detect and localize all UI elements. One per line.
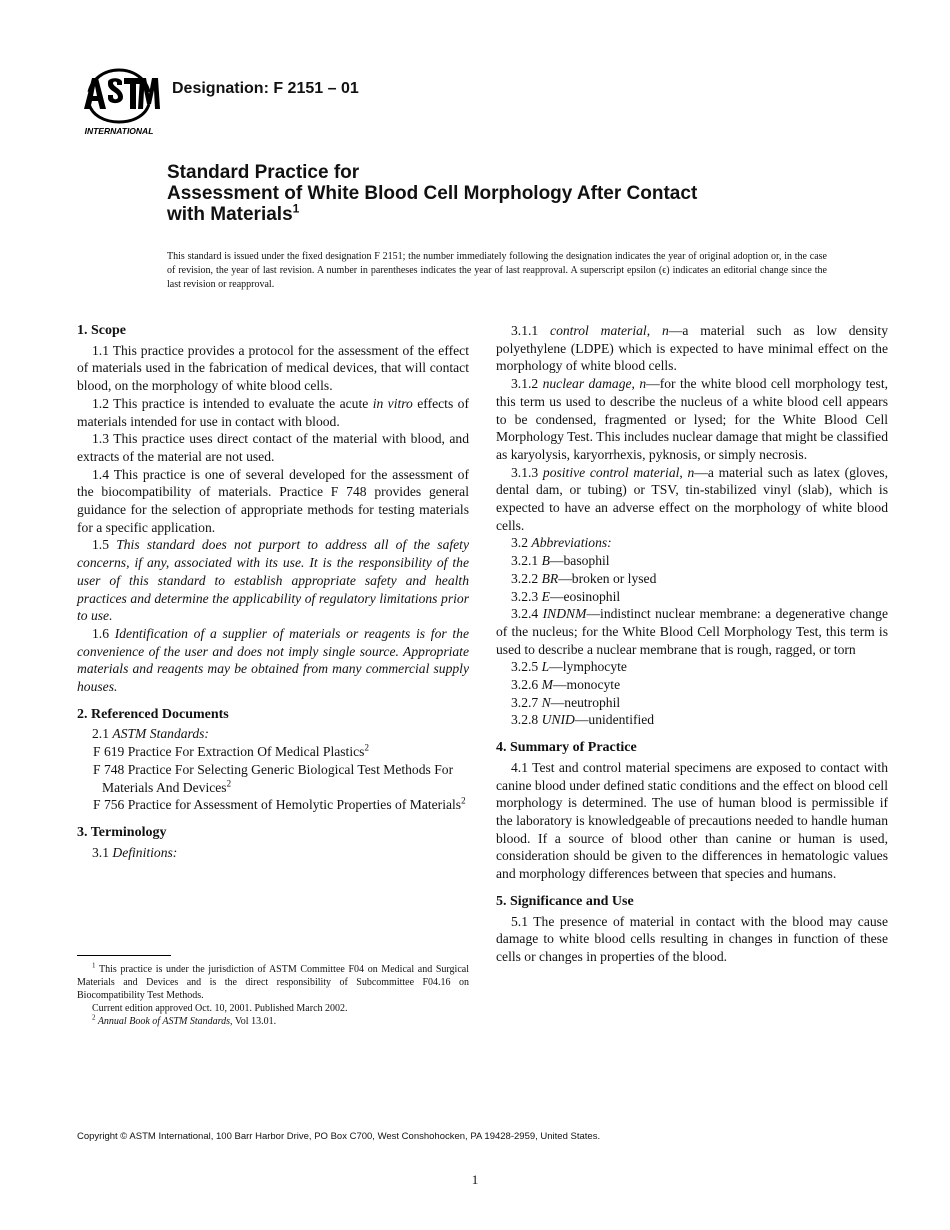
scope-1-6 xyxy=(77,625,469,696)
terminology-3-1 xyxy=(77,844,469,862)
scope-1-2-b: effects of materials intended for use in contact with blood. xyxy=(77,395,469,429)
section-heading-refdocs: 2. Referenced Documents xyxy=(77,706,229,722)
scope-1-6-em: Identification of a supplier of materials or reagents is for the convenience of the user and does not imply single source. Appropriate materials and reagents may be obtained from many commercial supply houses. xyxy=(77,625,470,695)
title-line-3-text: with Materials xyxy=(167,204,293,225)
refdoc-f756-sup: 2 xyxy=(461,795,466,806)
def-pos: n xyxy=(639,376,647,392)
scope-1-1: 1.1 This practice provides a protocol for the assessment of the effect of materials used in the fabrication of medical devices, that will contact blood, on the morphology of white blood cells. xyxy=(77,342,469,394)
def-term: nuclear damage xyxy=(542,376,632,392)
def-text: —a material such as low density polyethylene (LDPE) which is expected to have minimal effect on the morphology of white blood cells. xyxy=(496,323,888,374)
terminology-3-1-num: 3.1 xyxy=(92,844,113,860)
footnote-2-em: Annual Book of ASTM Standards xyxy=(95,1016,231,1027)
footnote-2 xyxy=(77,1015,469,1028)
designation: Designation: F 2151 – 01 xyxy=(172,80,359,97)
page-number: 1 xyxy=(471,1172,479,1187)
def-sep: , xyxy=(631,376,640,392)
footnote-1-sup: 1 xyxy=(92,961,96,970)
abbreviation-item xyxy=(496,605,888,658)
abbreviation-item xyxy=(496,711,888,729)
abbr-text: —lymphocyte xyxy=(549,659,627,675)
abbr-term: E xyxy=(541,588,550,604)
title-line-2: Assessment of White Blood Cell Morphology After Contact xyxy=(167,183,698,204)
refdoc-f748-sup: 2 xyxy=(226,778,232,789)
abbr-num: 3.2.3 xyxy=(511,588,542,604)
definition-3-1-2 xyxy=(496,375,888,464)
abbr-num: 3.2.1 xyxy=(511,553,542,569)
footnote-2-text: , Vol 13.01. xyxy=(230,1016,277,1027)
footnote-1-edition: Current edition approved Oct. 10, 2001. Published March 2002. xyxy=(92,1003,348,1014)
refdoc-f756-text: F 756 Practice for Assessment of Hemolytic Properties of Materials xyxy=(93,797,462,813)
footnote-rule xyxy=(77,955,171,956)
refdoc-f619-text: F 619 Practice For Extraction Of Medical Plastics xyxy=(93,744,365,760)
def-pos: n xyxy=(687,464,695,480)
definition-3-1-1 xyxy=(496,322,888,375)
scope-1-5-em: This standard does not purport to address all of the safety concerns, if any, associated with its use. It is the responsibility of the user of this standard to establish appropriate safety and health practices and determine the applicability of regulatory limitations prior to use. xyxy=(77,537,469,624)
section-heading-significance: 5. Significance and Use xyxy=(496,893,634,909)
abbr-num: 3.2.5 xyxy=(511,659,542,675)
refdocs-2-1-num: 2.1 xyxy=(92,726,113,742)
abbreviation-item xyxy=(496,676,888,694)
right-column xyxy=(496,322,888,966)
abbr-num: 3.2.4 xyxy=(511,606,543,622)
abbreviation-item xyxy=(496,658,888,676)
abbr-num: 3.2.6 xyxy=(511,677,542,693)
left-column xyxy=(77,322,469,861)
abbr-term: BR xyxy=(541,570,559,586)
logo-subtext: INTERNATIONAL xyxy=(84,126,154,136)
refdoc-f748-text: F 748 Practice For Selecting Generic Biological Test Methods For Materials And Devices xyxy=(93,761,454,795)
abbr-term: L xyxy=(541,659,550,675)
abbr-heading-em: Abbreviations: xyxy=(531,535,612,551)
section-heading-scope: 1. Scope xyxy=(77,323,126,338)
def-sep: , xyxy=(679,464,688,480)
abbreviation-item xyxy=(496,570,888,588)
abbr-text: —basophil xyxy=(549,553,610,569)
abbreviation-item xyxy=(496,552,888,570)
def-num: 3.1.3 xyxy=(511,464,543,480)
def-text: —for the white blood cell morphology test, this term us used to describe the nucleus of a white blood cell appears to be condensed, fragmented or lysed; for the White Blood Cell Morphology Test. This includes nuclear damage that might be classified as karyolysis, karyorrhexis, pyknosis, or simply necrosis. xyxy=(496,376,889,462)
abbr-num: 3.2.2 xyxy=(511,570,542,586)
abbr-num: 3.2.8 xyxy=(511,712,542,728)
refdoc-f756[interactable] xyxy=(77,796,469,814)
scope-1-3: 1.3 This practice uses direct contact of the material with blood, and extracts of the material are not used. xyxy=(77,431,469,464)
refdoc-f748[interactable] xyxy=(77,761,469,796)
refdocs-2-1-em: ASTM Standards: xyxy=(112,726,209,742)
abbr-text: —broken or lysed xyxy=(558,570,657,586)
abbr-text: —eosinophil xyxy=(549,588,621,604)
def-num: 3.1.1 xyxy=(511,323,551,338)
definition-3-1-3 xyxy=(496,464,888,535)
refdoc-f619[interactable] xyxy=(77,743,469,761)
title-footnote-ref[interactable]: 1 xyxy=(292,201,300,216)
title-line-1: Standard Practice for xyxy=(167,162,360,183)
abbr-term: N xyxy=(541,694,551,710)
section-heading-terminology: 3. Terminology xyxy=(77,824,167,840)
abbr-text: —neutrophil xyxy=(550,694,621,710)
abbr-text: —monocyte xyxy=(552,677,621,693)
copyright-notice: Copyright © ASTM International, 100 Barr Harbor Drive, PO Box C700, West Conshohocken, PA 19428-2959, United States. xyxy=(77,1131,601,1142)
abbr-heading-num: 3.2 xyxy=(511,535,532,551)
abbr-term: UNID xyxy=(541,712,575,728)
terminology-3-1-em: Definitions: xyxy=(112,844,178,860)
abbr-term: M xyxy=(541,677,553,693)
scope-1-4: 1.4 This practice is one of several developed for the assessment of the biocompatibility of materials. Practice F 748 provides general guidance for the selection of appropriate methods for testing materials for a specific application. xyxy=(77,466,469,535)
summary-4-1: 4.1 Test and control material specimens are exposed to contact with canine blood under defined static conditions and the effect on blood cell morphology is determined. The use of human blood is permissible if the laboratory is knowledgeable of precautions needed to handle human blood. If a source of blood other than canine or human is used, consideration should be given to the differences in hematologic values and morphology differences between that species and humans. xyxy=(496,759,888,882)
def-text: —a material such as latex (gloves, dental dam, or tubing) or TSV, tin-stabilized vinyl (slab), which is expected to have an adverse effect on the morphology of white blood cells. xyxy=(496,464,888,533)
significance-5-1: 5.1 The presence of material in contact with the blood may cause damage to white blood cells resulting in changes in function of these cells or changes in properties of the blood. xyxy=(496,913,888,964)
footnote-1 xyxy=(77,963,469,1002)
abbreviations-3-2 xyxy=(496,534,888,552)
footnote-1-text: This practice is under the jurisdiction of ASTM Committee F04 on Medical and Surgical Materials and Devices and is the direct responsibility of Subcommittee F04.16 on Biocompatibility Test Methods. xyxy=(77,964,469,1001)
def-sep: , xyxy=(646,323,662,338)
section-heading-summary: 4. Summary of Practice xyxy=(496,740,637,756)
footnote-2-sup: 2 xyxy=(92,1013,96,1022)
abbr-text: —indistinct nuclear membrane: a degenerative change of the nucleus; for the White Blood Cell Morphology Test, this term is used to describe a nuclear membrane that is rough, ragged, or torn xyxy=(496,606,888,657)
abbr-num: 3.2.7 xyxy=(511,694,542,710)
scope-1-2-a: 1.2 This practice is intended to evaluate the acute xyxy=(92,395,373,411)
footnotes xyxy=(77,963,469,1028)
def-term: control material xyxy=(550,323,647,338)
scope-1-5 xyxy=(77,536,469,625)
scope-1-6-num: 1.6 xyxy=(92,625,115,641)
def-term: positive control material xyxy=(542,464,680,480)
standard-notice: This standard is issued under the fixed designation F 2151; the number immediately following the designation indicates the year of original adoption or, in the case of revision, the year of last revision. A number in parentheses indicates the year of last reapproval. A superscript epsilon (ϵ) indicates an editorial change since the last revision or reapproval. xyxy=(167,251,827,290)
abbr-term: INDNM xyxy=(542,606,587,622)
scope-1-5-num: 1.5 xyxy=(92,537,117,553)
document-title xyxy=(167,162,847,225)
astm-logo-icon xyxy=(78,64,160,138)
abbr-term: B xyxy=(541,553,550,569)
refdoc-f619-sup: 2 xyxy=(364,742,369,753)
title-line-3 xyxy=(167,201,847,225)
def-pos: n xyxy=(661,323,669,338)
scope-1-2-em: in vitro xyxy=(372,395,413,411)
abbreviation-item xyxy=(496,694,888,712)
scope-1-2 xyxy=(77,395,469,430)
refdocs-2-1 xyxy=(77,725,469,743)
def-num: 3.1.2 xyxy=(511,376,543,392)
abbr-text: —unidentified xyxy=(574,712,655,728)
abbreviation-item xyxy=(496,588,888,606)
